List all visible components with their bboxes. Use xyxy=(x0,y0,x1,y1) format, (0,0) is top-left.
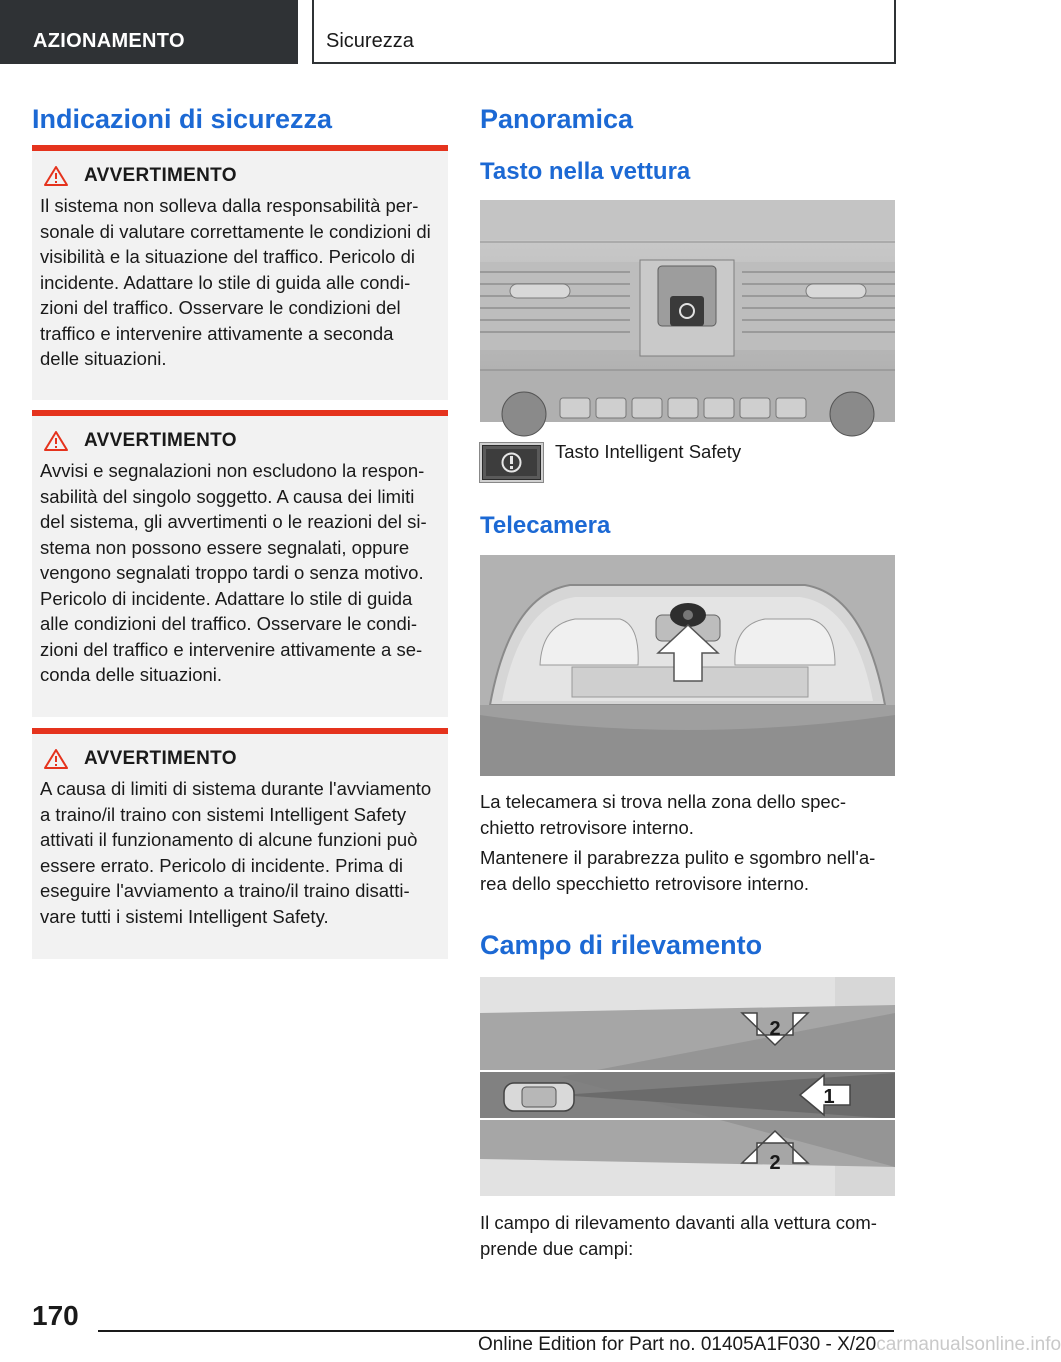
text-line: traffico e intervenire attivamente a seconda xyxy=(40,322,394,344)
text-line: essere errato. Pericolo di incidente. Prima di xyxy=(40,854,403,876)
warning-text xyxy=(40,776,450,929)
camera-description xyxy=(480,789,846,841)
subsection-title-button: Tasto nella vettura xyxy=(480,158,691,185)
range-label-side-bottom: 2 xyxy=(769,1152,781,1174)
text-line: a traino/il traino con sistemi Intelligent Safety xyxy=(40,803,407,825)
section-title-overview: Panoramica xyxy=(480,104,634,134)
text-line: del sistema, gli avvertimenti o le reazioni del si- xyxy=(40,511,427,532)
warning-title: AVVERTIMENTO xyxy=(84,165,237,186)
warning-text xyxy=(40,458,450,688)
warning-title: AVVERTIMENTO xyxy=(84,748,237,769)
detection-range-description xyxy=(480,1210,877,1262)
footer-divider xyxy=(98,1330,894,1332)
text-line: attivati il funzionamento di alcune funzioni può xyxy=(40,829,418,850)
text-line: alle condizioni del traffico. Osservare le condi- xyxy=(40,613,418,634)
subsection-title-camera: Telecamera xyxy=(480,512,611,539)
text-line: prende due campi: xyxy=(480,1238,634,1259)
text-line: sabilità del singolo soggetto. A causa dei limiti xyxy=(40,485,415,507)
section-title-detection-range: Campo di rilevamento xyxy=(480,930,763,960)
text-line: zioni del traffico e intervenire attivamente a se- xyxy=(40,638,423,660)
text-line: Mantenere il parabrezza pulito e sgombro nell'a- xyxy=(480,847,876,868)
warning-box-1 xyxy=(32,145,448,400)
text-line: Il sistema non solleva dalla responsabilità per- xyxy=(40,195,419,216)
text-line: A causa di limiti di sistema durante l'avviamento xyxy=(40,778,432,799)
header-section-label: AZIONAMENTO xyxy=(33,30,185,52)
header-chapter-tab xyxy=(312,0,896,64)
text-line: Il campo di rilevamento davanti alla vettura com- xyxy=(480,1212,877,1233)
section-title-safety: Indicazioni di sicurezza xyxy=(32,104,333,134)
camera-location-illustration xyxy=(480,555,895,776)
button-caption: Tasto Intelligent Safety xyxy=(555,441,742,462)
range-label-side-top: 2 xyxy=(769,1018,781,1040)
text-line: La telecamera si trova nella zona dello spec- xyxy=(480,791,847,812)
warning-triangle-icon xyxy=(44,166,68,186)
warning-triangle-icon xyxy=(44,431,68,451)
warning-triangle-icon xyxy=(44,749,68,769)
dashboard-button-illustration xyxy=(480,200,895,422)
text-line: sonale di valutare correttamente le condizioni di xyxy=(40,220,431,242)
text-line: visibilità e la situazione del traffico. Pericolo di xyxy=(40,246,415,267)
watermark-text: carmanualsonline.info xyxy=(876,1334,1061,1355)
text-line: vengono segnalati troppo tardi o senza motivo. xyxy=(40,562,424,583)
text-line: Avvisi e segnalazioni non escludono la respon- xyxy=(40,460,425,481)
edition-text: Online Edition for Part no. 01405A1F030 - X/20 xyxy=(478,1334,877,1355)
text-line: incidente. Adattare lo stile di guida alle condi- xyxy=(40,271,411,293)
intelligent-safety-button-icon xyxy=(480,443,543,482)
text-line: vare tutti i sistemi Intelligent Safety. xyxy=(40,905,329,927)
text-line: rea dello specchietto retrovisore interno. xyxy=(480,873,810,894)
warning-box-2 xyxy=(32,410,448,717)
footer-edition xyxy=(478,1334,1061,1356)
windshield-instruction xyxy=(480,845,875,897)
warning-text xyxy=(40,193,450,372)
warning-title: AVVERTIMENTO xyxy=(84,430,237,451)
text-line: eseguire l'avviamento a traino/il traino disatti- xyxy=(40,880,410,901)
warning-box-3 xyxy=(32,728,448,959)
header-chapter-label: Sicurezza xyxy=(326,30,414,52)
range-label-near: 1 xyxy=(823,1086,835,1108)
text-line: stema non possono essere segnalati, oppure xyxy=(40,536,410,558)
text-line: conda delle situazioni. xyxy=(40,664,223,685)
text-line: Pericolo di incidente. Adattare lo stile di guida xyxy=(40,587,413,609)
page-number: 170 xyxy=(32,1300,79,1331)
detection-range-diagram xyxy=(480,977,895,1196)
header-section-tab xyxy=(0,0,298,64)
text-line: delle situazioni. xyxy=(40,348,167,369)
text-line: chietto retrovisore interno. xyxy=(480,817,694,838)
text-line: zioni del traffico. Osservare le condizioni del xyxy=(40,297,401,318)
